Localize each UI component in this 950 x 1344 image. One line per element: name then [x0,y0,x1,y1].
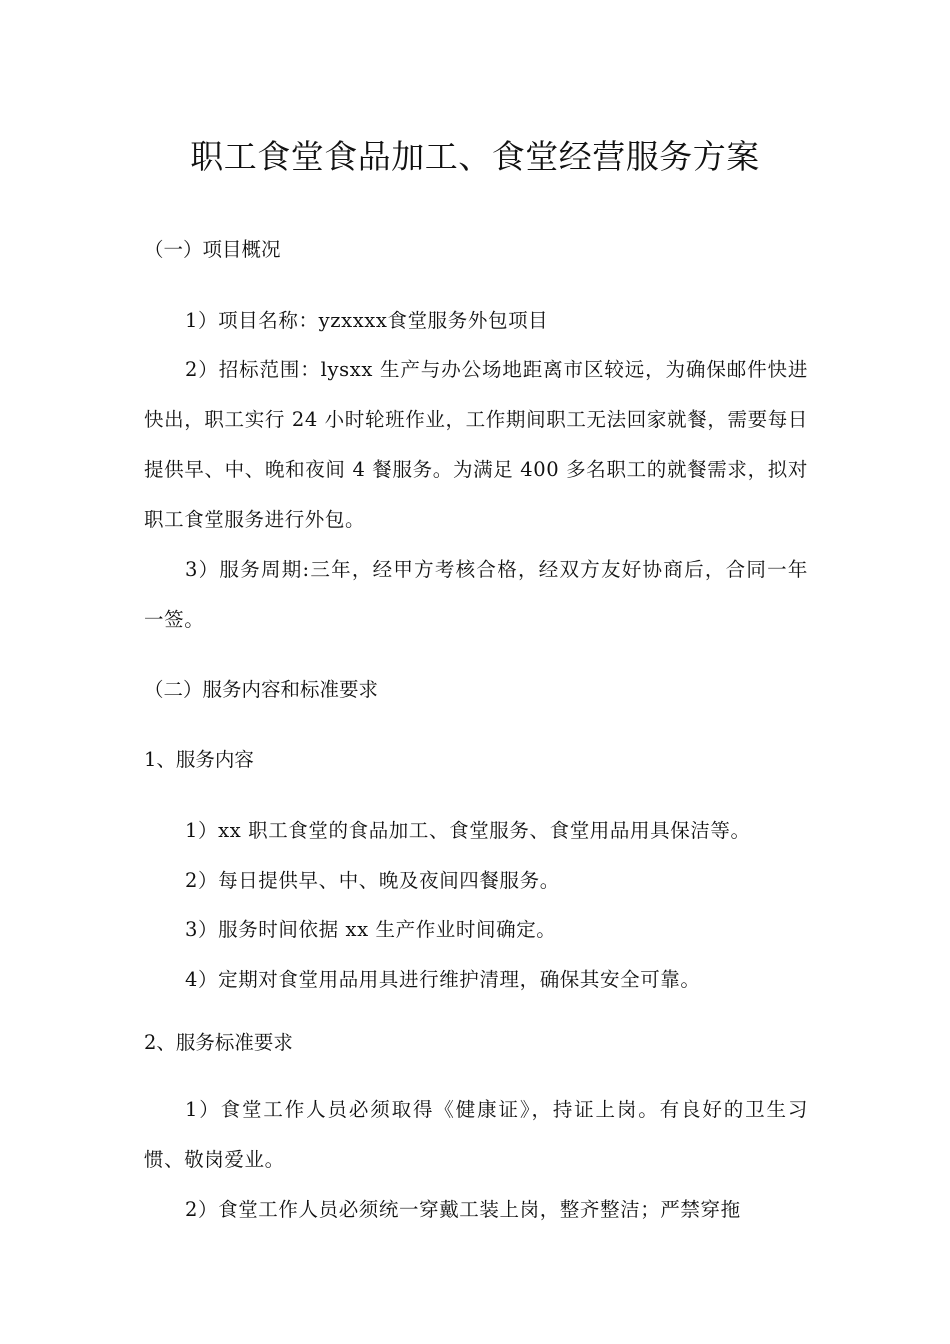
paragraph-project-name: 1）项目名称：yzxxxx食堂服务外包项目 [185,309,549,332]
paragraph-content-item-4: 4）定期对食堂用品用具进行维护清理，确保其安全可靠。 [185,968,701,991]
paragraph-content-item-1: 1）xx 职工食堂的食品加工、食堂服务、食堂用品用具保洁等。 [185,819,751,842]
section-heading-overview: （一）项目概况 [144,238,281,261]
section-heading-service-content-standards: （二）服务内容和标准要求 [144,678,379,701]
subsection-heading-service-standards: 2、服务标准要求 [144,1031,293,1054]
subsection-heading-service-content: 1、服务内容 [144,748,254,771]
paragraph-standard-item-1: 1）食堂工作人员必须取得《健康证》，持证上岗。有良好的卫生习惯、敬岗爱业。 [144,1098,808,1171]
paragraph-content-item-2: 2）每日提供早、中、晚及夜间四餐服务。 [185,869,560,892]
paragraph-service-period: 3）服务周期:三年，经甲方考核合格，经双方友好协商后，合同一年一签。 [144,558,808,631]
paragraph-bidding-scope: 2）招标范围：lysxx 生产与办公场地距离市区较远，为确保邮件快进快出，职工实行 24 小时轮班作业，工作期间职工无法回家就餐，需要每日提供早、中、晚和夜间 4 餐服务。为满足 400 多名职工的就餐需求，拟对职工食堂服务进行外包。 [144,358,808,531]
document-title: 职工食堂食品加工、食堂经营服务方案 [190,137,760,176]
paragraph-content-item-3: 3）服务时间依据 xx 生产作业时间确定。 [185,918,557,941]
paragraph-standard-item-2: 2）食堂工作人员必须统一穿戴工装上岗，整齐整洁；严禁穿拖 [185,1198,741,1221]
